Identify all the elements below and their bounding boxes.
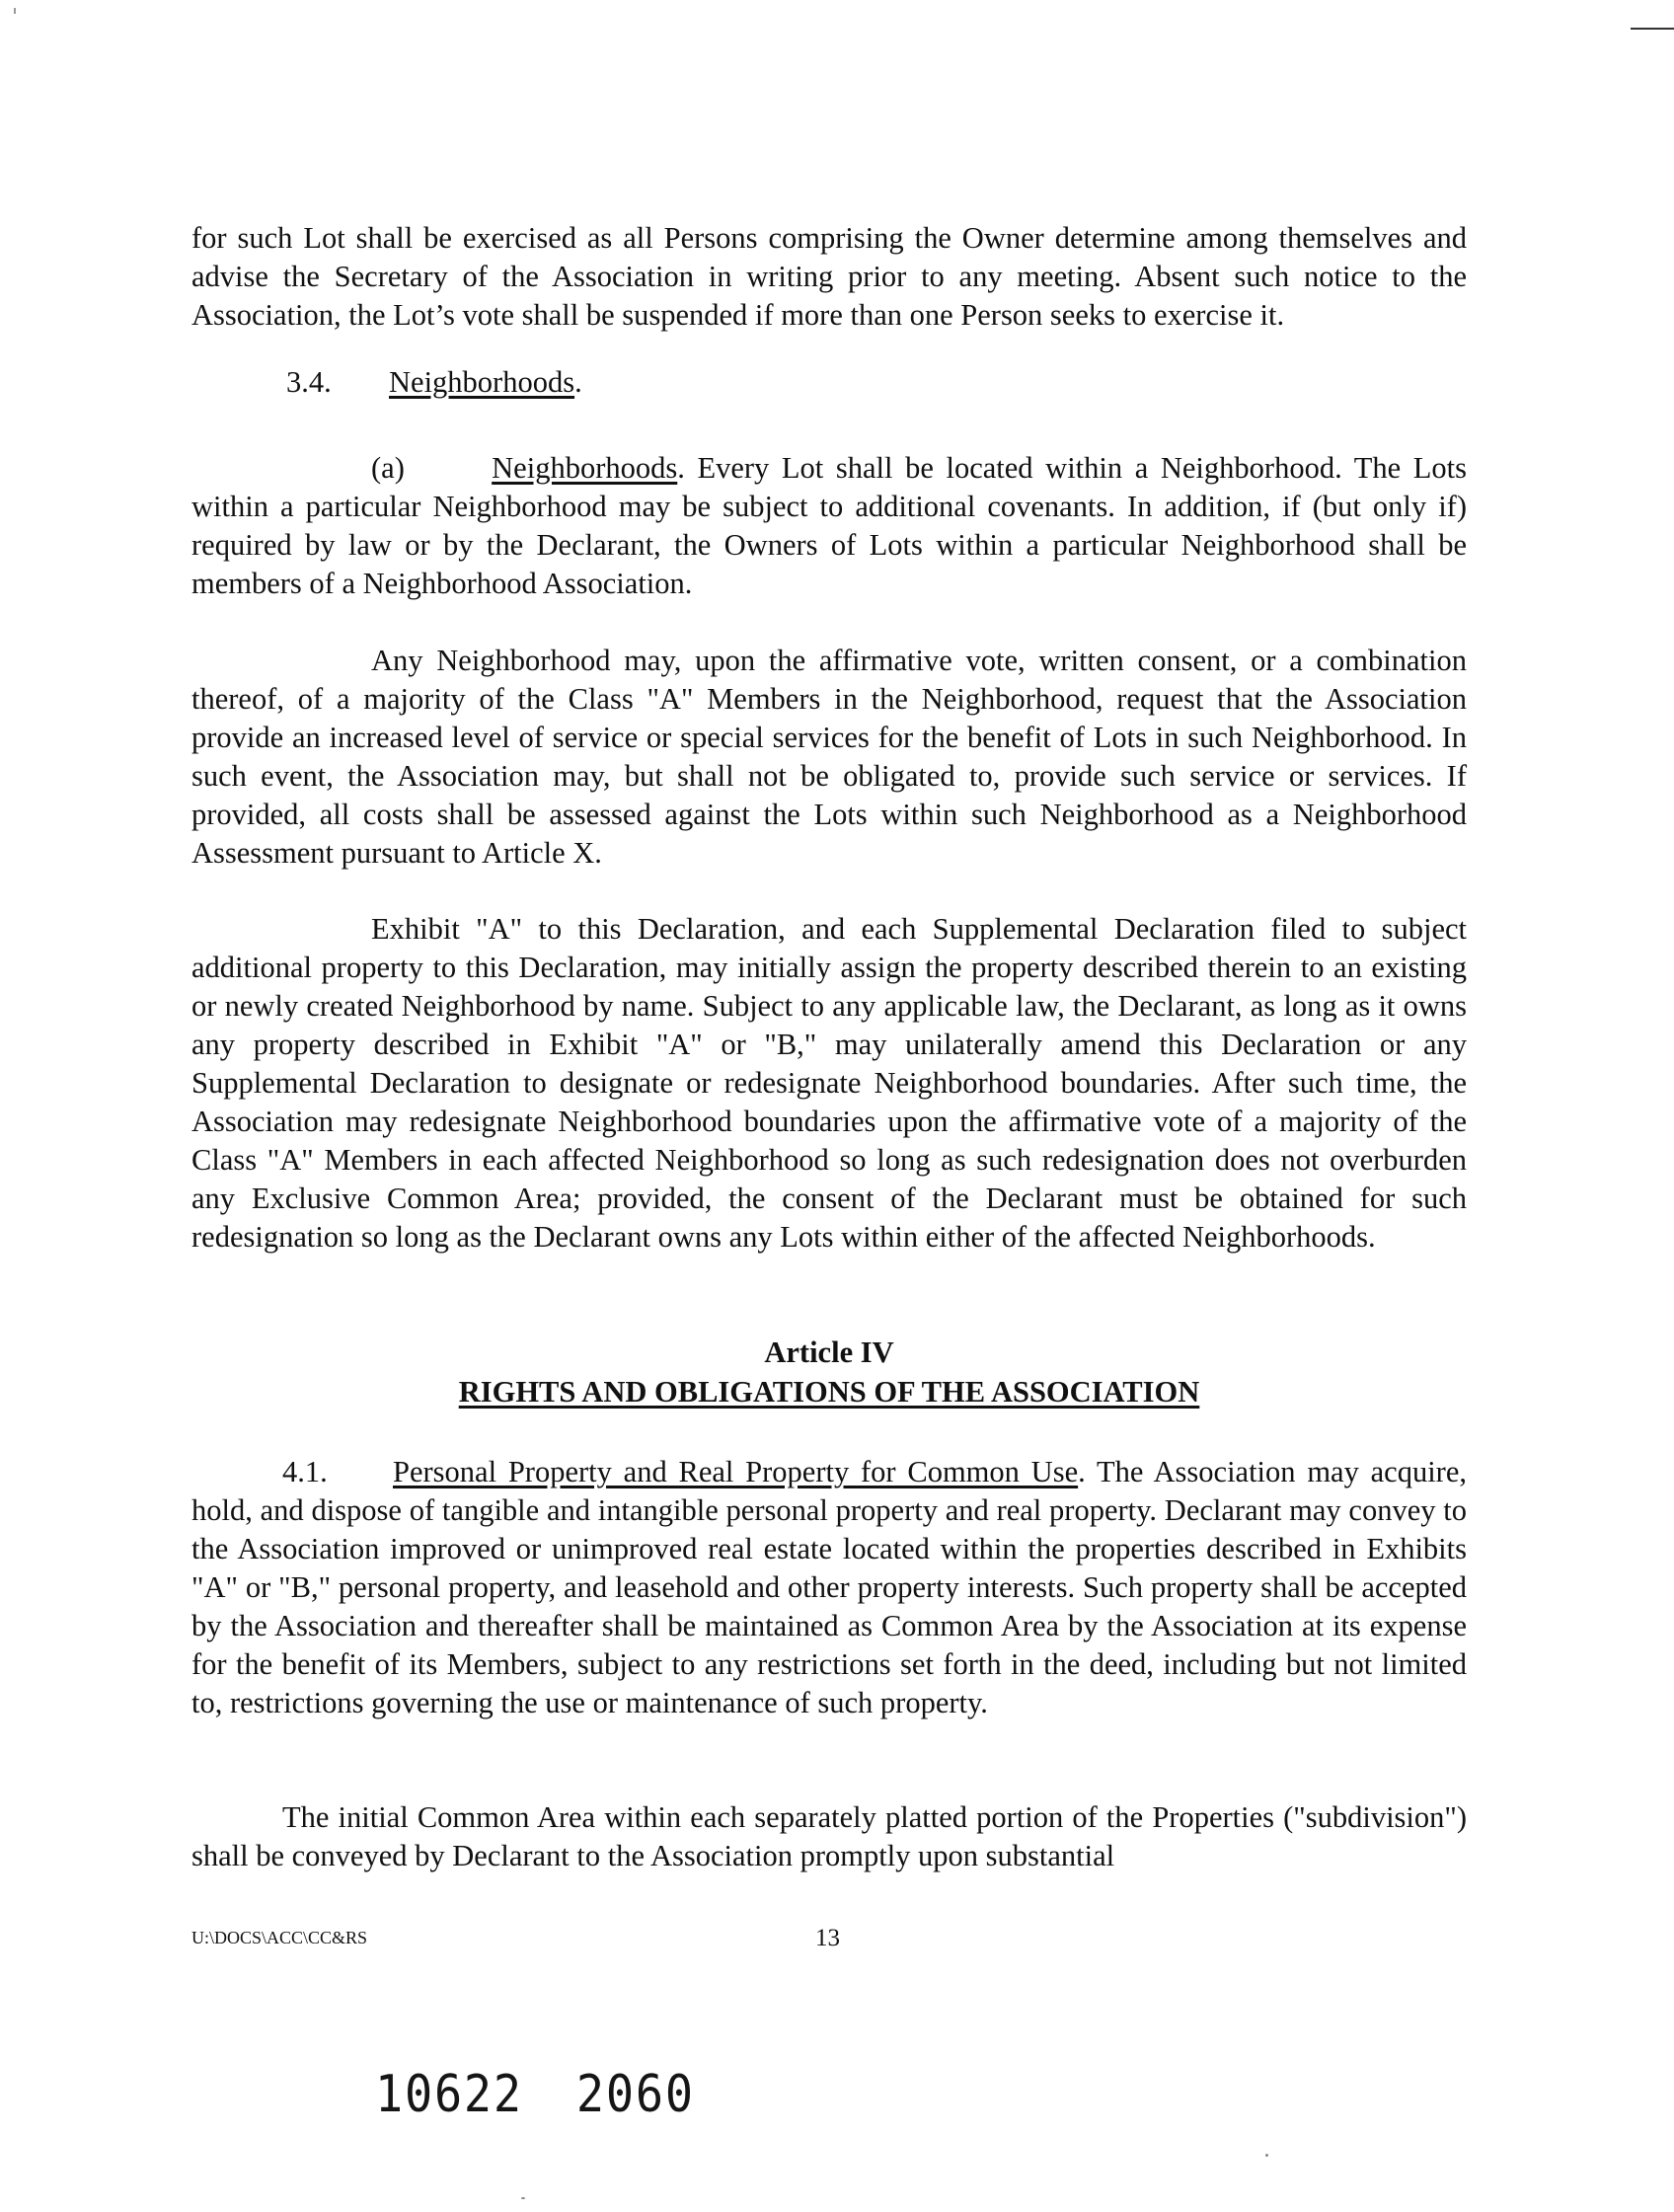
subsection-a-paragraph [191,449,1467,603]
section-4-1-number: 4.1. [282,1455,328,1488]
stamp-book-number: 10622 [375,2065,523,2124]
subsection-a-text: . Every Lot shall be located within a Neighborhood. The Lots within a particular Neighborhood may be subject to additional covenants. In addition, if (but only if) required by law or by the Declarant, the Owners of Lots within a particular Neighborhood shall be members of a Neighborhood Association. [191,451,1468,600]
subsection-a-title: Neighborhoods [492,451,678,485]
article-label: Article IV [764,1335,894,1369]
footer-page-number: 13 [815,1925,840,1951]
paragraph-neighborhood-services: Any Neighborhood may, upon the affirmative vote, written consent, or a combination thereof, of a majority of the Class "A" Members in the Neighborhood, request that the Association provide an increased level of service or special services for the benefit of Lots in such Neighborhood. In such event, the Association may, but shall not be obligated to, provide such service or services. If provided, all costs shall be assessed against the Lots within such Neighborhood as a Neighborhood Assessment pursuant to Article X. [191,644,1467,870]
paragraph-voting-continuation: for such Lot shall be exercised as all Persons comprising the Owner determine among themselves and advise the Secretary of the Association in writing prior to any meeting. Absent such notice to the Association, the Lot’s vote shall be suspended if more than one Person seeks to exercise it. [191,221,1467,332]
section-3-4-period: . [574,365,582,399]
recording-stamp [375,2065,695,2124]
scan-mark [14,8,16,14]
paragraph-exhibit-a: Exhibit "A" to this Declaration, and each Supplemental Declaration filed to subject additional property to this Declaration, may initially assign the property described therein to an existing or newly created Neighborhood by name. Subject to any applicable law, the Declarant, as long as it owns any property described in Exhibit "A" or "B," may unilaterally amend this Declaration or any Supplemental Declaration to designate or redesignate Neighborhood boundaries. After such time, the Association may redesignate Neighborhood boundaries upon the affirmative vote of a majority of the Class "A" Members in each affected Neighborhood so long as such redesignation does not overburden any Exclusive Common Area; provided, the consent of the Declarant must be obtained for such redesignation so long as the Declarant owns any Lots within either of the affected Neighborhoods. [191,912,1467,1254]
stamp-page-number: 2060 [575,2065,695,2124]
section-3-4-heading [286,363,582,402]
section-3-4-title: Neighborhoods [389,365,575,399]
scan-speck [521,2197,525,2199]
subsection-a-label: (a) [371,451,405,485]
paragraph-initial-common-area: The initial Common Area within each separately platted portion of the Properties ("subdivision") shall be conveyed by Declarant to the Association promptly upon substantial [191,1800,1467,1872]
section-4-1-paragraph [191,1453,1467,1722]
footer-file-path: U:\DOCS\ACC\CC&RS [191,1928,368,1947]
scan-speck [1265,2154,1268,2157]
corner-dash-mark [1631,28,1674,30]
section-3-4-number: 3.4. [286,365,332,399]
section-4-1-text: . The Association may acquire, hold, and dispose of tangible and intangible personal property and real property. Declarant may convey to the Association improved or unimproved real estate located within the properties described in Exhibits "A" or "B," personal property, and leasehold and other property interests. Such property shall be accepted by the Association and thereafter shall be maintained as Common Area by the Association at its expense for the benefit of its Members, subject to any restrictions set forth in the deed, including but not limited to, restrictions governing the use or maintenance of such property. [191,1455,1467,1719]
article-heading [191,1333,1467,1411]
article-title: RIGHTS AND OBLIGATIONS OF THE ASSOCIATION [458,1375,1200,1409]
section-4-1-title: Personal Property and Real Property for Common Use [393,1455,1079,1488]
